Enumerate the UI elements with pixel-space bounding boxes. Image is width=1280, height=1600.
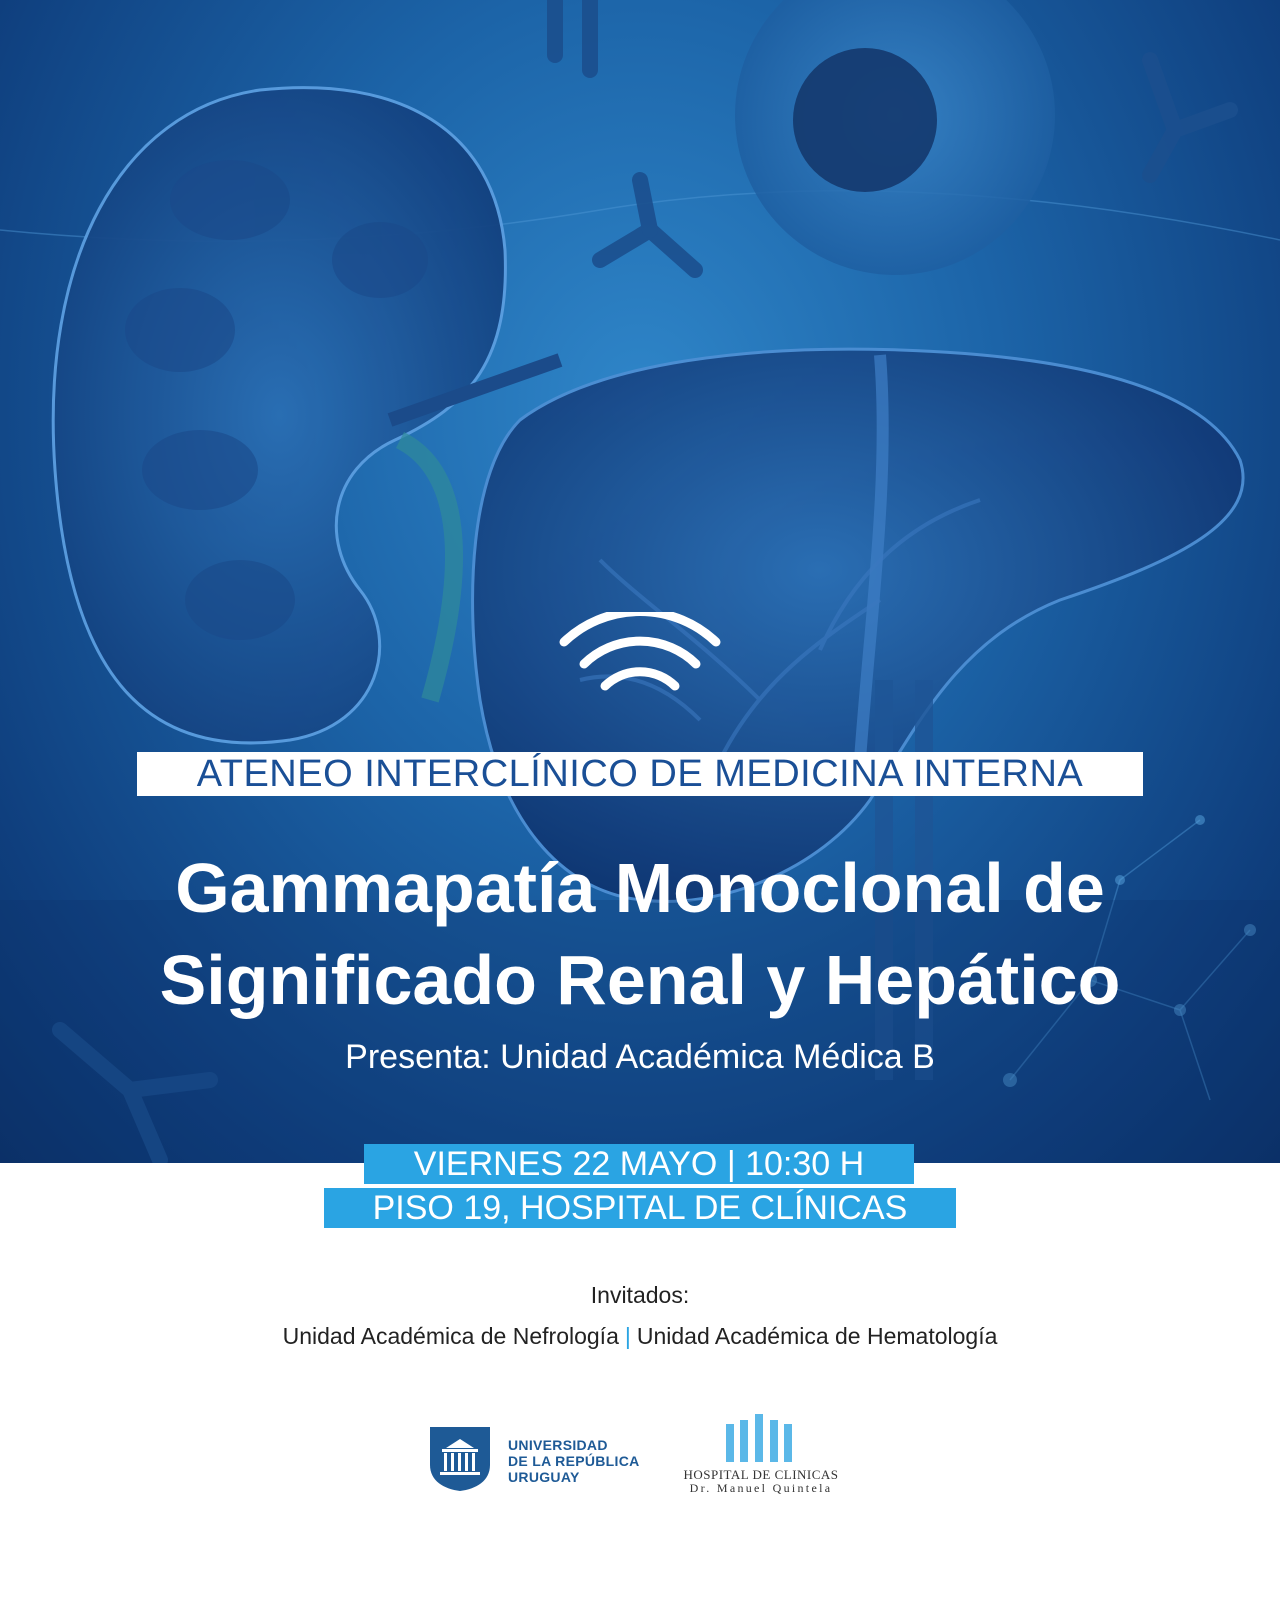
title-line-2: Significado Renal y Hepático bbox=[159, 941, 1121, 1019]
title-line-1: Gammapatía Monoclonal de bbox=[175, 849, 1105, 927]
guest-separator: | bbox=[624, 1323, 631, 1349]
guests-units bbox=[0, 1323, 1280, 1350]
udelar-line-1: UNIVERSIDAD bbox=[508, 1437, 608, 1453]
hospital-wordmark-line-2: Dr. Manuel Quintela bbox=[689, 1481, 833, 1495]
hospital-wordmark-line-1: HOSPITAL DE CLINICAS bbox=[683, 1467, 839, 1482]
udelar-line-2: DE LA REPÚBLICA bbox=[508, 1453, 640, 1469]
series-label: ATENEO INTERCLÍNICO DE MEDICINA INTERNA bbox=[196, 753, 1084, 795]
series-label-box bbox=[137, 752, 1143, 796]
udelar-line-3: URUGUAY bbox=[508, 1469, 580, 1485]
date-time-badge: VIERNES 22 MAYO | 10:30 H bbox=[364, 1144, 914, 1184]
wifi-icon bbox=[558, 612, 722, 704]
udelar-logo-icon bbox=[428, 1425, 492, 1493]
location-badge: PISO 19, HOSPITAL DE CLÍNICAS bbox=[324, 1188, 956, 1228]
presenter: Presenta: Unidad Académica Médica B bbox=[345, 1038, 935, 1076]
udelar-wordmark bbox=[508, 1437, 640, 1485]
event-title bbox=[60, 842, 1220, 1026]
guests-label: Invitados: bbox=[590, 1282, 690, 1308]
guest-unit-nephrology: Unidad Académica de Nefrología bbox=[282, 1323, 619, 1349]
hospital-logo-icon bbox=[722, 1412, 798, 1464]
guest-unit-hematology: Unidad Académica de Hematología bbox=[636, 1323, 998, 1349]
